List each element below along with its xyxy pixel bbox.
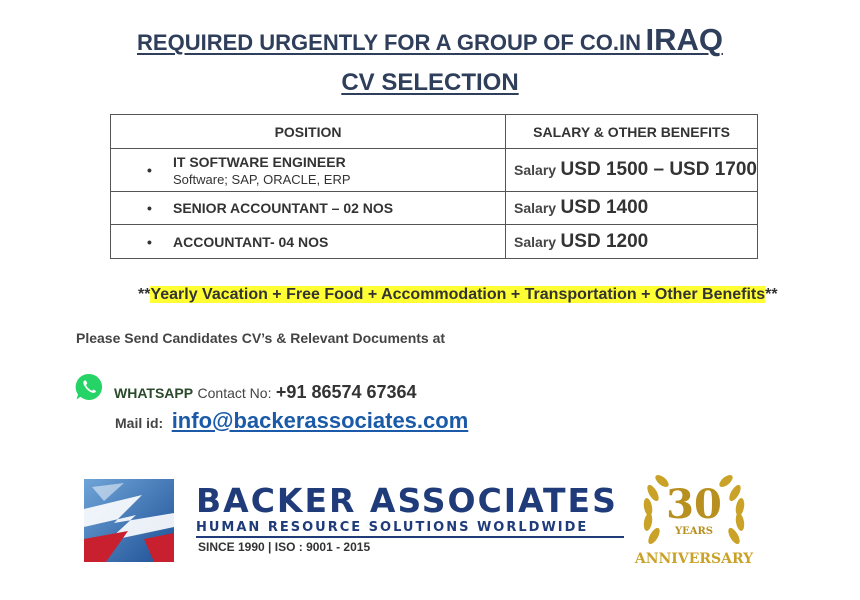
company-tagline: HUMAN RESOURCE SOLUTIONS WORLDWIDE <box>196 520 624 538</box>
title-country: IRAQ <box>645 22 723 57</box>
salary-label: Salary <box>514 162 557 178</box>
salary-amount: USD 1200 <box>560 230 649 252</box>
title-main: REQUIRED URGENTLY FOR A GROUP OF CO.IN <box>137 30 642 55</box>
header-position: POSITION <box>111 115 506 149</box>
benefits-prefix: ** <box>138 286 151 303</box>
salary-label: Salary <box>514 233 557 250</box>
position-cell <box>111 225 506 259</box>
salary-cell <box>506 192 758 225</box>
table-row <box>111 192 758 225</box>
salary-cell <box>506 149 758 192</box>
position-detail: Software; SAP, ORACLE, ERP <box>173 171 351 187</box>
salary-cell <box>506 225 758 259</box>
company-name: BACKER ASSOCIATES <box>196 481 618 520</box>
salary-label: Salary <box>514 200 557 216</box>
positions-table <box>110 114 758 259</box>
subtitle: CV SELECTION <box>341 69 519 96</box>
position-cell <box>111 149 506 192</box>
table-row <box>111 149 758 192</box>
phone-number[interactable]: +91 86574 67364 <box>275 382 417 402</box>
benefits-highlight: Yearly Vacation + Free Food + Accommodation + Transportation + Other Benefits <box>150 286 766 303</box>
position-title: ACCOUNTANT- 04 NOS <box>173 233 329 250</box>
position-cell <box>111 192 506 225</box>
contact-label: Contact No: <box>197 385 272 401</box>
whatsapp-contact <box>114 382 417 403</box>
send-instruction: Please Send Candidates CV’s & Relevant Documents at <box>76 330 446 346</box>
email-link[interactable]: info@backerassociates.com <box>171 408 469 433</box>
whatsapp-icon <box>74 372 104 402</box>
position-title: IT SOFTWARE ENGINEER <box>173 153 346 170</box>
anniversary-number: 30 <box>666 481 722 528</box>
bullet: • <box>147 233 152 250</box>
mail-label: Mail id: <box>115 415 164 431</box>
header-salary: SALARY & OTHER BENEFITS <box>506 115 758 149</box>
bullet: • <box>147 200 152 216</box>
benefits-suffix: ** <box>765 286 778 303</box>
anniversary-years: YEARS <box>674 526 714 537</box>
company-since: SINCE 1990 | ISO : 9001 - 2015 <box>198 540 371 554</box>
anniversary-badge <box>634 470 754 568</box>
anniversary-label: ANNIVERSARY <box>634 551 754 567</box>
page-title <box>0 22 860 58</box>
position-title: SENIOR ACCOUNTANT – 02 NOS <box>173 200 394 216</box>
table-row <box>111 225 758 259</box>
bullet: • <box>147 162 152 178</box>
table-header-row <box>111 115 758 149</box>
mail-contact <box>115 408 468 434</box>
salary-amount: USD 1500 – USD 1700 <box>560 159 757 180</box>
whatsapp-label: WHATSAPP <box>114 385 194 401</box>
salary-amount: USD 1400 <box>560 197 649 218</box>
benefits-line <box>138 286 778 304</box>
company-logo-icon <box>84 479 174 562</box>
